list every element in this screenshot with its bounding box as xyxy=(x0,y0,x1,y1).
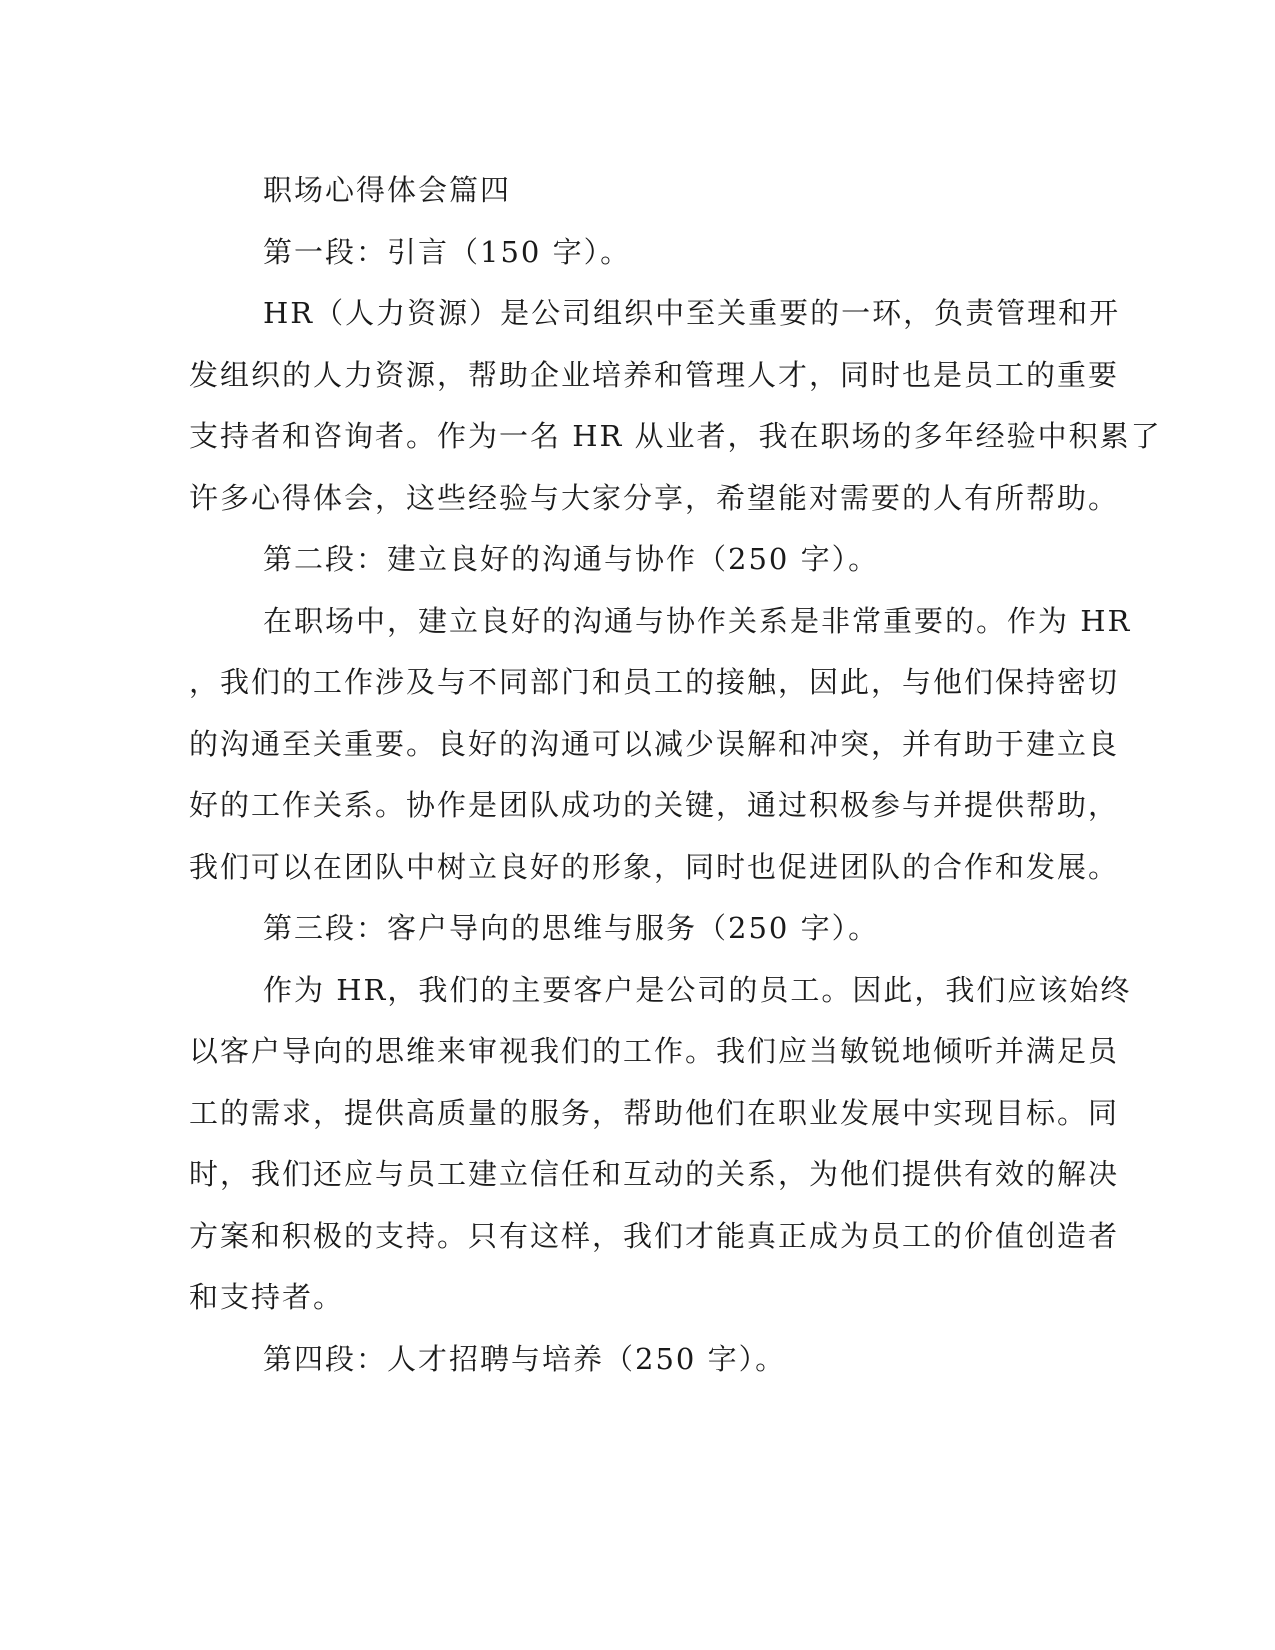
paragraph-line: 许多心得体会，这些经验与大家分享，希望能对需要的人有所帮助。 xyxy=(189,480,1120,515)
paragraph-line: 发组织的人力资源，帮助企业培养和管理人才，同时也是员工的重要 xyxy=(189,357,1120,392)
paragraph-line: 时，我们还应与员工建立信任和互动的关系，为他们提供有效的解决 xyxy=(189,1157,1120,1191)
paragraph-line: 工的需求，提供高质量的服务，帮助他们在职业发展中实现目标。同 xyxy=(189,1095,1120,1130)
document-title: 职场心得体会篇四 xyxy=(263,173,512,207)
paragraph-line: 作为 HR，我们的主要客户是公司的员工。因此，我们应该始终 xyxy=(263,972,1132,1007)
paragraph-line: 和支持者。 xyxy=(189,1280,345,1314)
section-heading-3: 第三段：客户导向的思维与服务（250 字）。 xyxy=(263,911,880,945)
paragraph-line: 我们可以在团队中树立良好的形象，同时也促进团队的合作和发展。 xyxy=(189,849,1120,884)
paragraph-line: HR（人力资源）是公司组织中至关重要的一环，负责管理和开 xyxy=(263,296,1121,330)
section-heading-4: 第四段：人才招聘与培养（250 字）。 xyxy=(263,1341,787,1376)
paragraph-line: 在职场中，建立良好的沟通与协作关系是非常重要的。作为 HR xyxy=(263,603,1132,638)
section-heading-1: 第一段：引言（150 字）。 xyxy=(263,234,632,269)
paragraph-line: 支持者和咨询者。作为一名 HR 从业者，我在职场的多年经验中积累了 xyxy=(189,419,1162,453)
paragraph-line: 好的工作关系。协作是团队成功的关键，通过积极参与并提供帮助， xyxy=(189,788,1120,822)
document-body xyxy=(189,160,1162,1390)
paragraph-line: 方案和积极的支持。只有这样，我们才能真正成为员工的价值创造者 xyxy=(189,1218,1120,1253)
section-heading-2: 第二段：建立良好的沟通与协作（250 字）。 xyxy=(263,542,880,576)
paragraph-line: 以客户导向的思维来审视我们的工作。我们应当敏锐地倾听并满足员 xyxy=(189,1034,1120,1068)
paragraph-line: ，我们的工作涉及与不同部门和员工的接触，因此，与他们保持密切 xyxy=(189,665,1120,699)
paragraph-line: 的沟通至关重要。良好的沟通可以减少误解和冲突，并有助于建立良 xyxy=(189,726,1120,761)
